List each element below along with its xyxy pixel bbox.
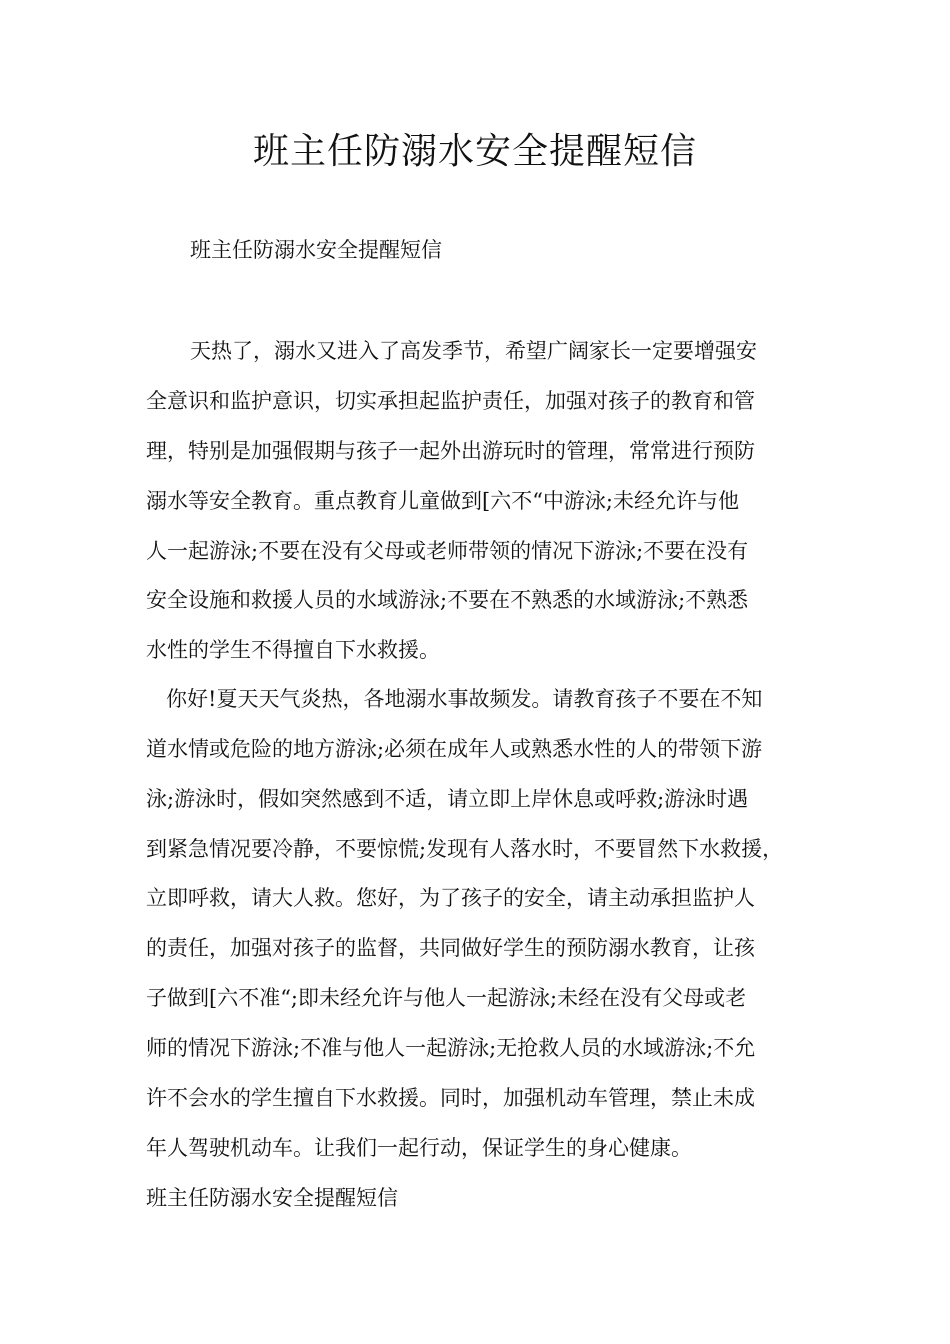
paragraph-1-line: 人一起游泳;不要在没有父母或老师带领的情况下游泳;不要在没有 [146,539,749,563]
paragraph-2-line: 到紧急情况要冷静，不要惊慌;发现有人落水时，不要冒然下水救援， [146,837,784,861]
paragraph-1-line: 溺水等安全教育。重点教育儿童做到[六不“中游泳;未经允许与他 [146,489,740,513]
paragraph-1-line: 全意识和监护意识，切实承担起监护责任，加强对孩子的教育和管 [146,389,755,413]
paragraph-2-line: 子做到[六不准“;即未经允许与他人一起游泳;未经在没有父母或老 [146,986,747,1010]
document-title: 班主任防溺水安全提醒短信 [252,131,697,172]
paragraph-2-line: 立即呼救，请大人救。您好，为了孩子的安全，请主动承担监护人 [146,886,755,910]
document-footer: 班主任防溺水安全提醒短信 [146,1186,398,1210]
paragraph-2-line: 师的情况下游泳;不准与他人一起游泳;无抢救人员的水域游泳;不允 [146,1036,756,1060]
paragraph-1-line: 天热了，溺水又进入了高发季节，希望广阔家长一定要增强安 [190,339,757,363]
paragraph-1-line: 安全设施和救援人员的水域游泳;不要在不熟悉的水域游泳;不熟悉 [146,588,749,612]
paragraph-2-line: 泳;游泳时，假如突然感到不适，请立即上岸休息或呼救;游泳时遇 [146,787,749,811]
paragraph-2-line: 许不会水的学生擅自下水救援。同时，加强机动车管理，禁止未成 [146,1086,755,1110]
paragraph-2-line: 年人驾驶机动车。让我们一起行动，保证学生的身心健康。 [146,1136,692,1160]
paragraph-2-line: 的责任，加强对孩子的监督，共同做好学生的预防溺水教育，让孩 [146,936,755,960]
paragraph-2-line: 道水情或危险的地方游泳;必须在成年人或熟悉水性的人的带领下游 [146,737,763,761]
document-subtitle: 班主任防溺水安全提醒短信 [190,238,442,262]
paragraph-1-line: 理，特别是加强假期与孩子一起外出游玩时的管理，常常进行预防 [146,439,755,463]
paragraph-2-line: 你好!夏天天气炎热，各地溺水事故频发。请教育孩子不要在不知 [166,687,763,711]
paragraph-1-line: 水性的学生不得擅自下水救援。 [146,638,440,662]
